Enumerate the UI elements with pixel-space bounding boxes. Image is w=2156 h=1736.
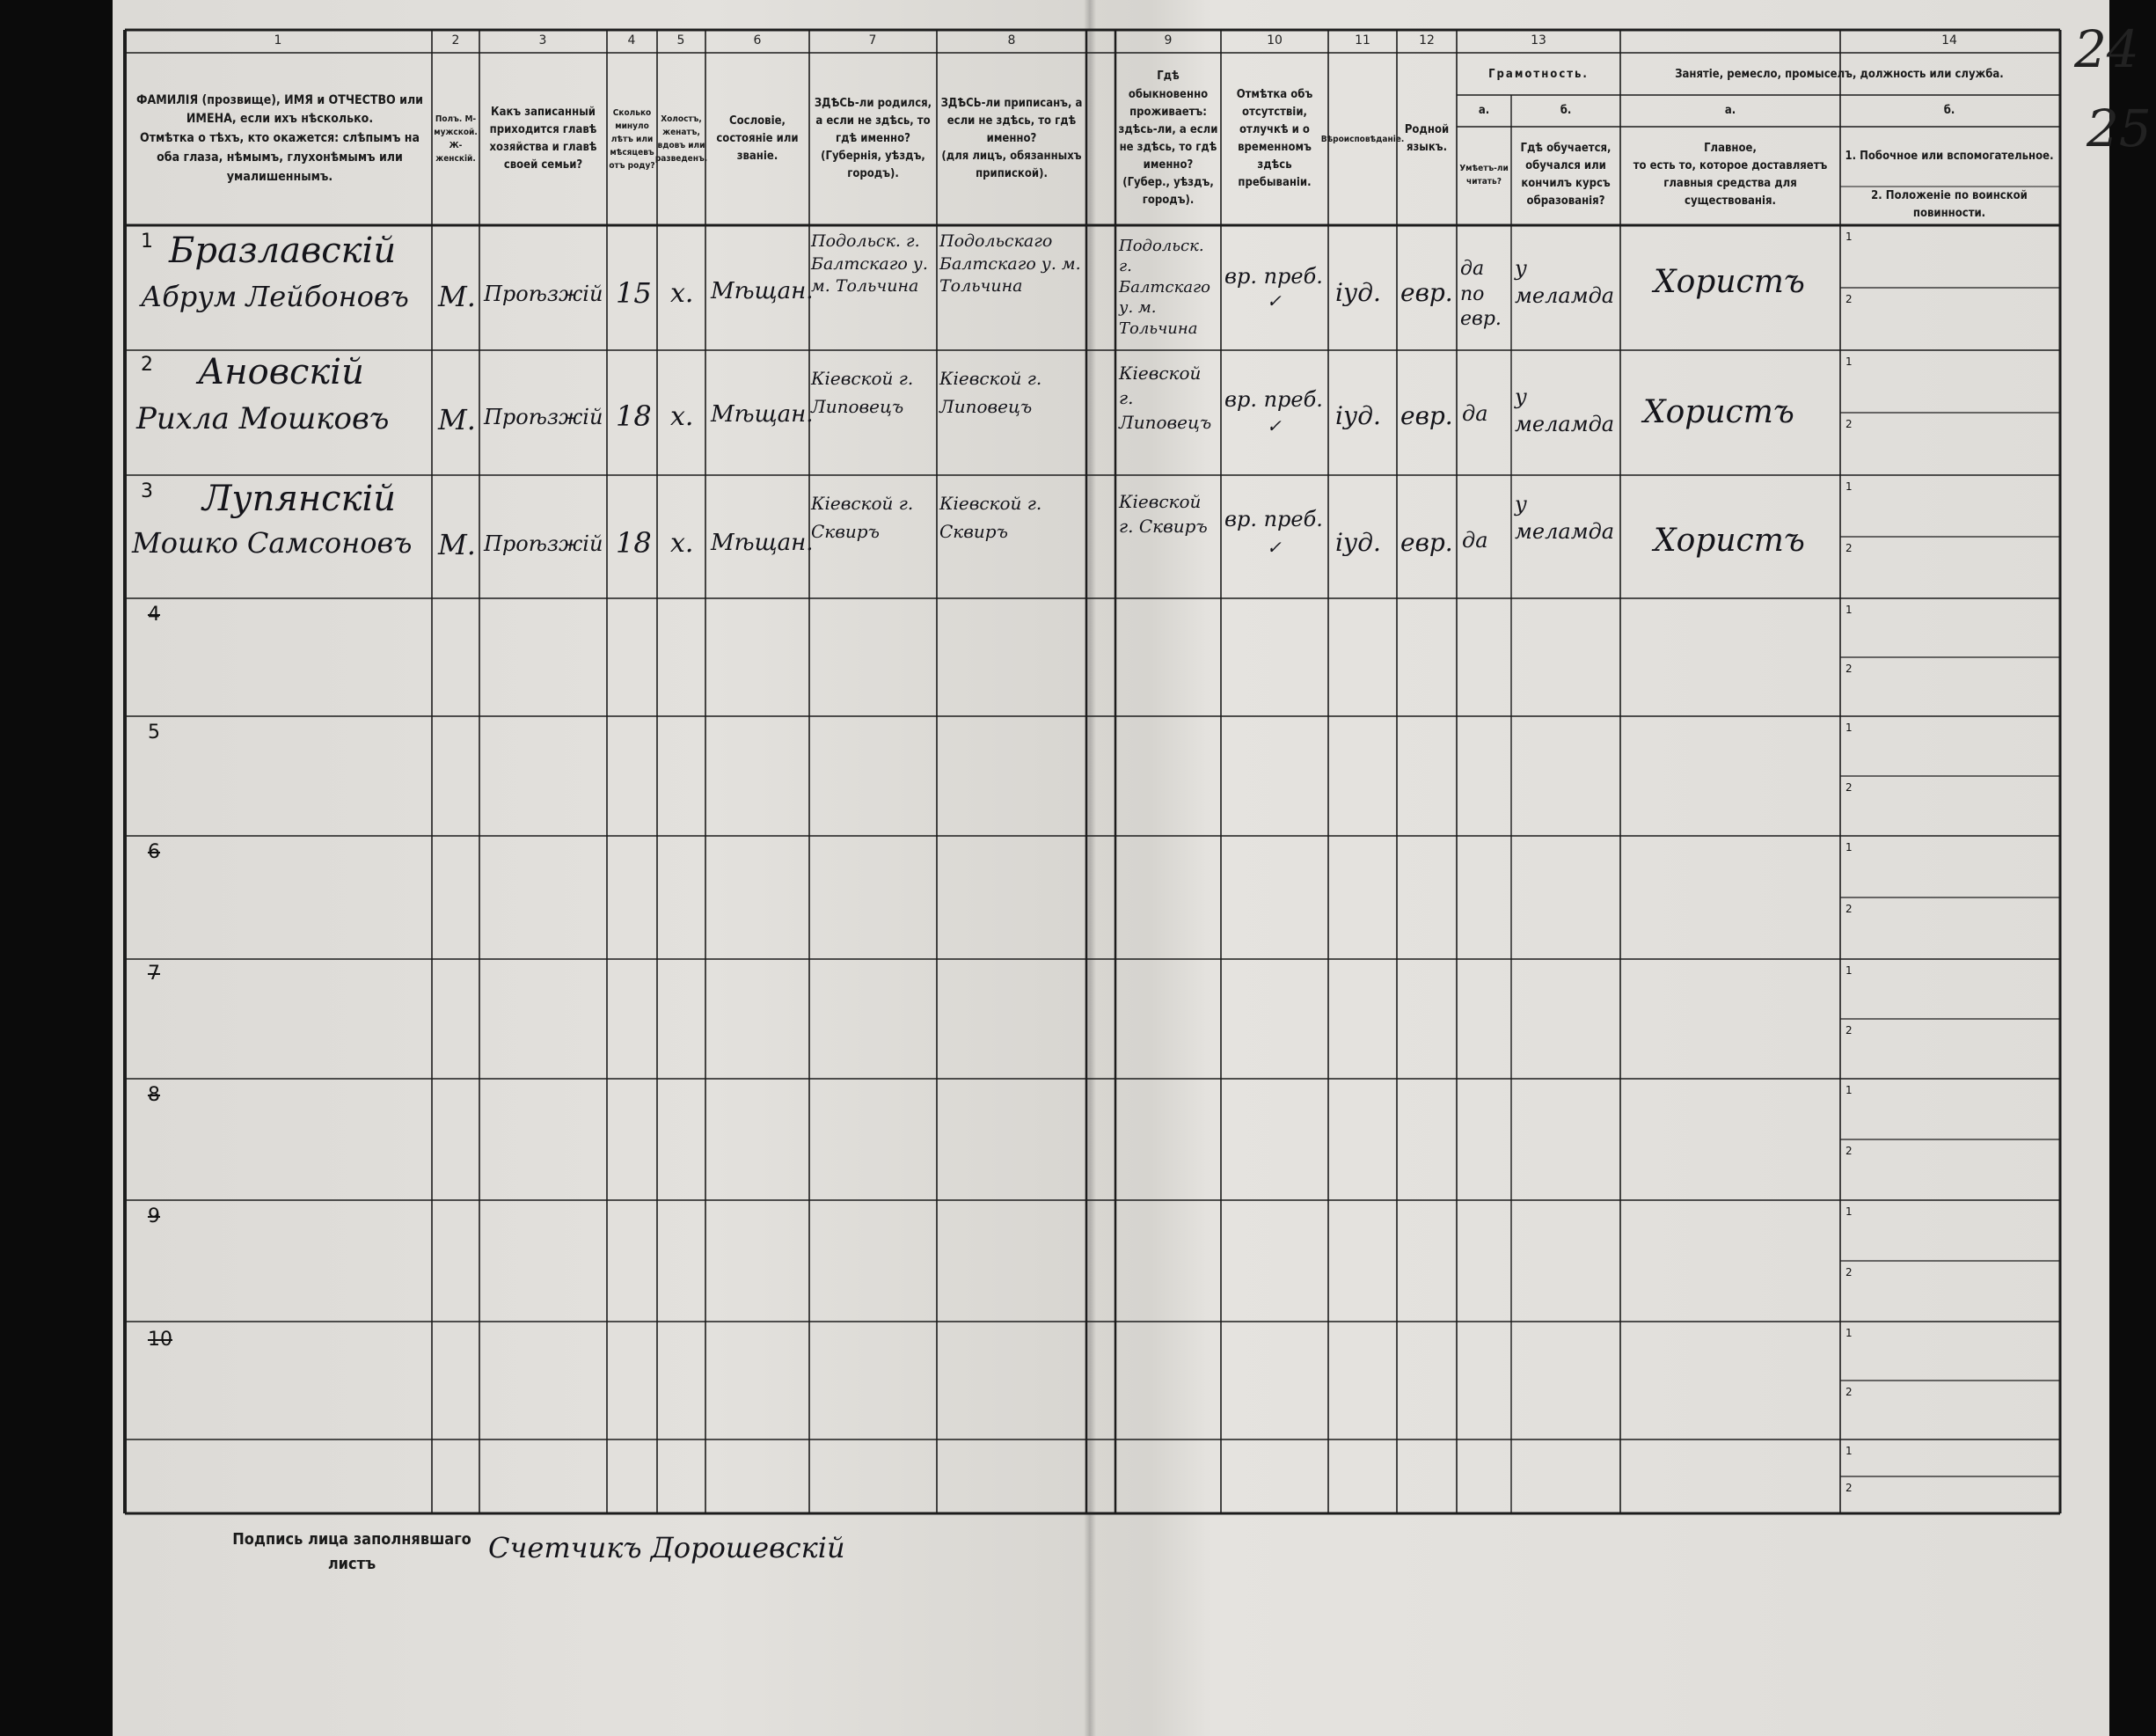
absence: вр. преб. — [1224, 264, 1323, 289]
subrow-label: 1 — [1845, 231, 1853, 243]
residence: Кіевской г. Липовецъ — [1119, 363, 1212, 433]
subrow-label: 1 — [1845, 1205, 1853, 1218]
religion: іуд. — [1335, 528, 1381, 557]
column-number: 2 — [451, 33, 460, 48]
header-relation: Какъ записанный приходится главѣ хозяйства и главѣ своей семьи? — [489, 105, 597, 172]
column-number: 3 — [538, 33, 547, 48]
sex: М. — [438, 280, 476, 313]
birthplace: Кіевской г. Сквиръ — [811, 493, 914, 542]
row-number: 7 — [148, 963, 160, 985]
estate: Мѣщан. — [711, 530, 814, 556]
subrow-label: 2 — [1845, 1482, 1853, 1494]
subrow-label: 2 — [1845, 903, 1853, 915]
header-absence: Отмѣтка объ отсутствіи, отлучкѣ и о временномъ здѣсь пребываніи. — [1236, 87, 1313, 190]
page-mark-bottom: 25 — [2087, 99, 2152, 158]
header-residence: Гдѣ обыкновенно проживаетъ: здѣсь-ли, а если не здѣсь, то гдѣ именно? (Губер., уѣздъ, городъ). — [1118, 70, 1218, 208]
column-number: 12 — [1419, 33, 1435, 48]
marital: х. — [670, 528, 694, 559]
surname: Лупянскій — [202, 479, 397, 519]
row-number: 1 — [141, 231, 153, 253]
main-occupation: Хористъ — [1654, 523, 1805, 559]
subrow-label: 1 — [1845, 604, 1853, 616]
header-literacy-b-letter: б. — [1560, 103, 1572, 117]
header-name: ФАМИЛІЯ (прозвище), ИМЯ и ОТЧЕСТВО или ИМЕНА, если ихъ нѣсколько. Отмѣтка о тѣхъ, кто окажется: слѣпымъ на оба глаза, нѣмымъ, глухонѣмымъ или умалишеннымъ. — [135, 92, 424, 184]
signature-value: Счетчикъ Дорошевскій — [488, 1531, 845, 1564]
subrow-label: 2 — [1845, 1386, 1853, 1398]
subrow-label: 1 — [1845, 355, 1853, 368]
row-number: 6 — [148, 841, 160, 863]
column-number: 10 — [1267, 33, 1283, 48]
subrow-label: 1 — [1845, 1084, 1853, 1096]
row-number: 2 — [141, 354, 153, 376]
header-marital: Холостъ, женатъ, вдовъ или разведенъ. — [654, 114, 708, 164]
subrow-label: 2 — [1845, 781, 1853, 794]
subrow-label: 1 — [1845, 722, 1853, 734]
can-read: да — [1462, 401, 1488, 426]
row-number: 4 — [148, 604, 160, 626]
header-secondary-occupation: 1. Побочное или вспомогательное. — [1845, 149, 2054, 163]
given-name: Рихла Мошковъ — [136, 401, 390, 436]
row-number: 5 — [148, 722, 160, 743]
subrow-label: 1 — [1845, 480, 1853, 493]
absence: вр. преб. — [1224, 387, 1323, 412]
header-education: Гдѣ обучается, обучался или кончилъ курсъ образованія? — [1520, 141, 1612, 209]
birthplace: Подольск. г. Балтскаго у. м. Тольчина — [811, 231, 928, 297]
main-occupation: Хористъ — [1643, 394, 1794, 430]
row-number: 10 — [148, 1329, 172, 1351]
surname: Ановскій — [198, 352, 364, 392]
column-number: 7 — [868, 33, 877, 48]
can-read: да — [1462, 528, 1488, 553]
header-language: Родной языкъ. — [1404, 122, 1450, 154]
education: у меламда — [1515, 385, 1615, 437]
estate: Мѣщан. — [711, 278, 814, 304]
education: у меламда — [1515, 256, 1615, 309]
header-birthplace: ЗДѢСЬ-ли родился, а если не здѣсь, то гдѣ именно? (Губернія, уѣздъ, городъ). — [814, 96, 932, 181]
subrow-label: 2 — [1845, 1024, 1853, 1036]
given-name: Мошко Самсоновъ — [132, 526, 413, 560]
sex: М. — [438, 403, 476, 436]
header-literacy: Грамотность. — [1488, 67, 1589, 81]
language: евр. — [1400, 278, 1453, 307]
language: евр. — [1400, 528, 1453, 557]
absence: вр. преб. — [1224, 507, 1323, 531]
education: у меламда — [1515, 492, 1615, 545]
given-name: Абрум Лейбоновъ — [141, 280, 409, 313]
header-religion: Вѣроисповѣданіе. — [1320, 134, 1405, 144]
religion: іуд. — [1335, 278, 1381, 307]
birthplace: Кіевской г. Липовецъ — [811, 368, 914, 417]
language: евр. — [1400, 401, 1453, 430]
registered: Кіевской г. Сквиръ — [939, 493, 1042, 542]
registered: Подольскаго Балтскаго у. м. Тольчина — [939, 231, 1081, 297]
header-main-occupation: Главное, то есть то, которое доставляетъ главныя средства для существованія. — [1633, 141, 1828, 209]
absence-check: ✓ — [1267, 415, 1282, 436]
column-number: 5 — [676, 33, 685, 48]
subrow-label: 1 — [1845, 964, 1853, 977]
age: 18 — [616, 526, 652, 560]
age: 15 — [616, 276, 652, 310]
page-mark-top: 24 — [2074, 19, 2139, 79]
header-registered: ЗДѢСЬ-ли приписанъ, а если не здѣсь, то гдѣ именно? (для лицъ, обязанныхъ припиской). — [940, 96, 1083, 181]
residence: Кіевской г. Сквиръ — [1119, 491, 1208, 537]
subrow-label: 2 — [1845, 1145, 1853, 1157]
registered: Кіевской г. Липовецъ — [939, 368, 1042, 417]
subrow-label: 2 — [1845, 1266, 1853, 1278]
header-estate: Сословіе, состояніе или званіе. — [716, 114, 799, 164]
main-occupation: Хористъ — [1654, 264, 1805, 300]
column-number: 13 — [1531, 33, 1546, 48]
row-number: 3 — [141, 480, 153, 502]
subrow-label: 2 — [1845, 663, 1853, 675]
residence: Подольск. г. Балтскаго у. м. Тольчина — [1119, 237, 1210, 338]
absence-check: ✓ — [1267, 290, 1282, 311]
column-number: 6 — [753, 33, 762, 48]
subrow-label: 1 — [1845, 841, 1853, 853]
header-occupation-b-letter: б. — [1943, 103, 1955, 117]
can-read: да по евр. — [1460, 258, 1502, 331]
relation: Проѣзжій — [484, 405, 603, 429]
row-number: 8 — [148, 1084, 160, 1106]
header-can-read: Умѣетъ-ли читать? — [1459, 164, 1509, 187]
subrow-label: 2 — [1845, 418, 1853, 430]
relation: Проѣзжій — [484, 531, 603, 556]
header-age: Сколько минуло лѣтъ или мѣсяцевъ отъ роду? — [609, 107, 655, 171]
header-sex: Полъ. М-мужской. Ж-женскій. — [434, 114, 478, 164]
column-number: 9 — [1164, 33, 1173, 48]
marital: х. — [670, 278, 694, 309]
column-number: 4 — [627, 33, 636, 48]
subrow-label: 2 — [1845, 542, 1853, 554]
row-number: 9 — [148, 1205, 160, 1227]
header-military-status: 2. Положеніе по воинской повинности. — [1871, 188, 2028, 220]
subrow-label: 1 — [1845, 1445, 1853, 1457]
column-number: 1 — [274, 33, 282, 48]
header-occupation-a-letter: а. — [1724, 103, 1736, 117]
estate: Мѣщан. — [711, 401, 814, 428]
marital: х. — [670, 401, 694, 432]
religion: іуд. — [1335, 401, 1381, 430]
subrow-label: 1 — [1845, 1327, 1853, 1339]
header-occupation: Занятіе, ремесло, промыселъ, должность или служба. — [1675, 67, 2004, 81]
sex: М. — [438, 528, 476, 561]
column-number: 8 — [1007, 33, 1016, 48]
header-literacy-a-letter: а. — [1478, 103, 1490, 117]
signature-label: Подпись лица заполнявшаго листъ — [232, 1530, 471, 1573]
column-number: 11 — [1355, 33, 1370, 48]
column-number: 14 — [1941, 33, 1957, 48]
surname: Бразлавскій — [169, 231, 397, 271]
absence-check: ✓ — [1267, 537, 1282, 558]
age: 18 — [616, 399, 652, 433]
relation: Проѣзжій — [484, 282, 603, 306]
subrow-label: 2 — [1845, 293, 1853, 305]
